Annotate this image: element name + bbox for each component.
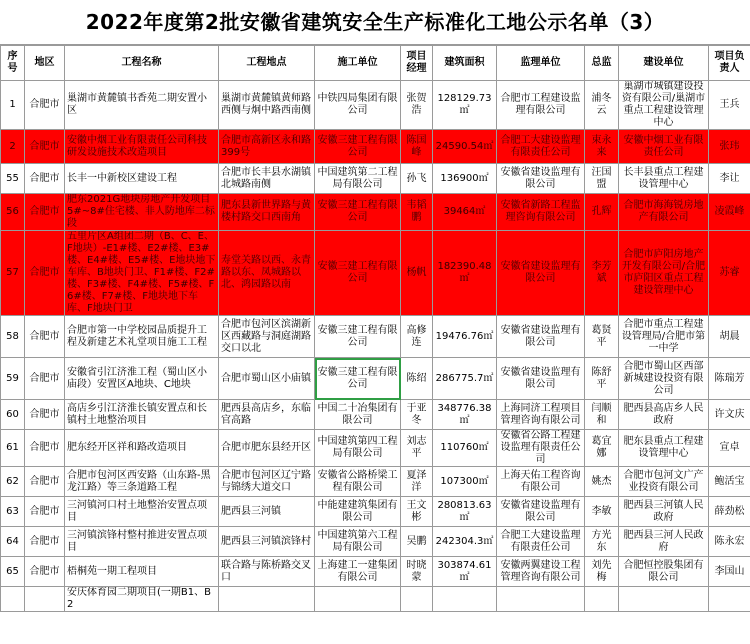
- cell-owner[interactable]: 合肥市包河文广产业投资有限公司: [619, 467, 709, 497]
- cell-contractor[interactable]: 中国二十冶集团有限公司: [315, 400, 401, 430]
- cell-supervisor[interactable]: 安徽省建设监理有限公司: [497, 316, 585, 358]
- cell-owner-lead[interactable]: [709, 587, 750, 612]
- table-row[interactable]: [1, 430, 750, 467]
- cell-region[interactable]: 合肥市: [25, 527, 65, 557]
- cell-region[interactable]: 合肥市: [25, 81, 65, 130]
- cell-area[interactable]: 182390.48㎡: [433, 231, 497, 316]
- cell-pm[interactable]: 时晓蒙: [401, 557, 433, 587]
- cell-region[interactable]: 合肥市: [25, 194, 65, 231]
- cell-supervisor[interactable]: [497, 587, 585, 612]
- cell-supervisor[interactable]: 合肥工大建设监理有限责任公司: [497, 527, 585, 557]
- cell-owner-lead[interactable]: 凌霞峰: [709, 194, 750, 231]
- cell-name[interactable]: 安徽省引江济淮工程（蜀山区小庙段）安置区A地块、C地块: [65, 358, 219, 400]
- cell-owner-lead[interactable]: 鲍活宝: [709, 467, 750, 497]
- cell-area[interactable]: 19476.76㎡: [433, 316, 497, 358]
- cell-owner[interactable]: 巢湖市城镇建设投资有限公司/巢湖市重点工程建设管理中心: [619, 81, 709, 130]
- cell-name[interactable]: 安徽中烟工业有限责任公司科技研发设施技术改造项目: [65, 130, 219, 164]
- cell-chief[interactable]: 葛宜娜: [585, 430, 619, 467]
- col-header-contractor: 施工单位: [315, 46, 401, 81]
- col-header-region: 地区: [25, 46, 65, 81]
- cell-area[interactable]: 136900㎡: [433, 164, 497, 194]
- cell-area[interactable]: 303874.61㎡: [433, 557, 497, 587]
- cell-area[interactable]: 348776.38㎡: [433, 400, 497, 430]
- cell-owner[interactable]: 安徽中烟工业有限责任公司: [619, 130, 709, 164]
- header-row: [1, 46, 750, 81]
- cell-location[interactable]: 合肥市包河区辽宁路与锦绣大道交口: [219, 467, 315, 497]
- cell-supervisor[interactable]: 合肥工大建设监理有限责任公司: [497, 130, 585, 164]
- cell-supervisor[interactable]: 安徽省公路工程建设监理有限责任公司: [497, 430, 585, 467]
- cell-owner[interactable]: [619, 587, 709, 612]
- cell-location[interactable]: [219, 587, 315, 612]
- cell-chief[interactable]: 浦冬云: [585, 81, 619, 130]
- cell-contractor[interactable]: 中国建筑第四工程局有限公司: [315, 430, 401, 467]
- cell-pm[interactable]: 高修连: [401, 316, 433, 358]
- cell-region[interactable]: 合肥市: [25, 164, 65, 194]
- cell-contractor[interactable]: 安徽三建工程有限公司: [315, 130, 401, 164]
- cell-area[interactable]: 110760㎡: [433, 430, 497, 467]
- cell-owner-lead[interactable]: 李让: [709, 164, 750, 194]
- cell-pm[interactable]: 夏泽洋: [401, 467, 433, 497]
- cell-location[interactable]: 合肥市长丰县水湖镇北城路南侧: [219, 164, 315, 194]
- cell-owner[interactable]: 合肥市蜀山区西部新城建设投资有限公司: [619, 358, 709, 400]
- cell-owner-lead[interactable]: 李国山: [709, 557, 750, 587]
- cell-pm[interactable]: 王文彬: [401, 497, 433, 527]
- cell-supervisor[interactable]: 安徽省建设监理有限公司: [497, 497, 585, 527]
- cell-region[interactable]: [25, 587, 65, 612]
- cell-contractor[interactable]: 中铁四局集团有限公司: [315, 81, 401, 130]
- col-header-no: 序号: [1, 46, 25, 81]
- cell-owner-lead[interactable]: 宣卓: [709, 430, 750, 467]
- cell-area[interactable]: 107300㎡: [433, 467, 497, 497]
- cell-owner-lead[interactable]: 陈永宏: [709, 527, 750, 557]
- cell-region[interactable]: 合肥市: [25, 497, 65, 527]
- cell-supervisor[interactable]: 安徽省建设监理有限公司: [497, 231, 585, 316]
- page-title: 2022年度第2批安徽省建筑安全生产标准化工地公示名单（3）: [0, 0, 750, 45]
- cell-region[interactable]: 合肥市: [25, 557, 65, 587]
- table-row[interactable]: [1, 527, 750, 557]
- cell-contractor[interactable]: 安徽省公路桥梁工程有限公司: [315, 467, 401, 497]
- cell-area[interactable]: 242304.3㎡: [433, 527, 497, 557]
- cell-contractor[interactable]: 安徽三建工程有限公司: [315, 316, 401, 358]
- cell-no[interactable]: 56: [1, 194, 25, 231]
- cell-region[interactable]: 合肥市: [25, 130, 65, 164]
- cell-owner[interactable]: 长丰县重点工程建设管理中心: [619, 164, 709, 194]
- cell-chief[interactable]: 闫顺和: [585, 400, 619, 430]
- cell-region[interactable]: 合肥市: [25, 430, 65, 467]
- cell-no[interactable]: 57: [1, 231, 25, 316]
- cell-name[interactable]: 长丰一中新校区建设工程: [65, 164, 219, 194]
- cell-chief[interactable]: 陈舒平: [585, 358, 619, 400]
- table-row[interactable]: [1, 400, 750, 430]
- cell-supervisor[interactable]: 安徽省新路工程监理咨询有限公司: [497, 194, 585, 231]
- cell-location[interactable]: 合肥市高新区永和路399号: [219, 130, 315, 164]
- cell-owner[interactable]: 肥西县高店乡人民政府: [619, 400, 709, 430]
- cell-no[interactable]: 2: [1, 130, 25, 164]
- cell-name[interactable]: 梧桐苑一期工程项目: [65, 557, 219, 587]
- cell-owner-lead[interactable]: 许文庆: [709, 400, 750, 430]
- cell-pm[interactable]: 韦韬鹏: [401, 194, 433, 231]
- table-row[interactable]: [1, 130, 750, 164]
- cell-owner[interactable]: 肥西县三河人民政府: [619, 527, 709, 557]
- cell-pm[interactable]: 杨帆: [401, 231, 433, 316]
- cell-owner[interactable]: 合肥恒控股集团有限公司: [619, 557, 709, 587]
- table-row[interactable]: [1, 467, 750, 497]
- cell-contractor[interactable]: 中国建筑第二工程局有限公司: [315, 164, 401, 194]
- cell-no[interactable]: 1: [1, 81, 25, 130]
- cell-contractor[interactable]: [315, 587, 401, 612]
- cell-no[interactable]: 61: [1, 430, 25, 467]
- cell-chief[interactable]: 李芳斌: [585, 231, 619, 316]
- table-row[interactable]: [1, 587, 750, 612]
- cell-chief[interactable]: 汪国盟: [585, 164, 619, 194]
- cell-location[interactable]: 合肥市蜀山区小庙镇: [219, 358, 315, 400]
- table-row[interactable]: [1, 164, 750, 194]
- cell-contractor[interactable]: 中能建建筑集团有限公司: [315, 497, 401, 527]
- cell-chief[interactable]: 刘先梅: [585, 557, 619, 587]
- cell-owner-lead[interactable]: 苏睿: [709, 231, 750, 316]
- cell-no[interactable]: 64: [1, 527, 25, 557]
- col-header-chief: 总监: [585, 46, 619, 81]
- cell-supervisor[interactable]: 上海同济工程项目管理咨询有限公司: [497, 400, 585, 430]
- cell-owner-lead[interactable]: 陈瑞芳: [709, 358, 750, 400]
- table-row[interactable]: [1, 358, 750, 400]
- col-header-name: 工程名称: [65, 46, 219, 81]
- cell-pm[interactable]: 吴鹏: [401, 527, 433, 557]
- cell-supervisor[interactable]: 安徽省建设监理有限公司: [497, 164, 585, 194]
- cell-no[interactable]: 58: [1, 316, 25, 358]
- table-row[interactable]: [1, 81, 750, 130]
- table-row[interactable]: [1, 231, 750, 316]
- cell-chief[interactable]: 姚杰: [585, 467, 619, 497]
- cell-supervisor[interactable]: 上海天佑工程咨询有限公司: [497, 467, 585, 497]
- cell-name[interactable]: 肥东2021G地块房地产开发项目5#~8#住宅楼、非人防地库二标段: [65, 194, 219, 231]
- cell-pm[interactable]: 张贺浩: [401, 81, 433, 130]
- cell-supervisor[interactable]: 安徽省建设监理有限公司: [497, 358, 585, 400]
- cell-area[interactable]: 24590.54㎡: [433, 130, 497, 164]
- table-row[interactable]: [1, 557, 750, 587]
- col-header-pm: 项目经理: [401, 46, 433, 81]
- cell-no[interactable]: 55: [1, 164, 25, 194]
- cell-name[interactable]: 合肥市第一中学校园品质提升工程及新建艺术礼堂项目施工工程: [65, 316, 219, 358]
- cell-pm[interactable]: 陈绍: [401, 358, 433, 400]
- cell-pm[interactable]: 于亚冬: [401, 400, 433, 430]
- col-header-location: 工程地点: [219, 46, 315, 81]
- cell-area[interactable]: 286775.7㎡: [433, 358, 497, 400]
- cell-owner-lead[interactable]: 张玮: [709, 130, 750, 164]
- cell-name[interactable]: 合肥市包河区西安路（山东路-黑龙江路）等三条道路工程: [65, 467, 219, 497]
- cell-supervisor[interactable]: 安徽两翼建设工程管理咨询有限公司: [497, 557, 585, 587]
- cell-supervisor[interactable]: 合肥市工程建设监理有限公司: [497, 81, 585, 130]
- cell-region[interactable]: 合肥市: [25, 316, 65, 358]
- col-header-area: 建筑面积: [433, 46, 497, 81]
- col-header-supervisor: 监理单位: [497, 46, 585, 81]
- cell-region[interactable]: 合肥市: [25, 358, 65, 400]
- cell-location[interactable]: 合肥市包河区滨湖新区西藏路与洞庭湖路交口以北: [219, 316, 315, 358]
- data-table: [0, 45, 750, 612]
- cell-chief[interactable]: 孔辉: [585, 194, 619, 231]
- cell-location[interactable]: 巢湖市黄麓镇黄师路西侧与炯中路西南侧: [219, 81, 315, 130]
- cell-area[interactable]: 39464㎡: [433, 194, 497, 231]
- cell-name[interactable]: 肥东经开区祥和路改造项目: [65, 430, 219, 467]
- cell-name[interactable]: 五里片区A组团二期（B、C、E、F地块）-E1#楼、E2#楼、E3#楼、E4#楼、E5#楼、E地块地下车库、B地块门卫、F1#楼、F2#楼、F3#楼、F4#楼、F5#楼、F6#楼、F7#楼、F地块地下车库、F地块门卫: [65, 231, 219, 316]
- col-header-owner: 建设单位: [619, 46, 709, 81]
- cell-no[interactable]: 62: [1, 467, 25, 497]
- table-container: [0, 45, 750, 612]
- cell-region[interactable]: 合肥市: [25, 231, 65, 316]
- col-header-owner-lead: 项目负责人: [709, 46, 750, 81]
- cell-contractor[interactable]: 中国建筑第六工程局有限公司: [315, 527, 401, 557]
- cell-owner[interactable]: 肥东县重点工程建设管理中心: [619, 430, 709, 467]
- cell-contractor[interactable]: 上海建工一建集团有限公司: [315, 557, 401, 587]
- cell-owner-lead[interactable]: 胡晨: [709, 316, 750, 358]
- cell-location[interactable]: 肥东县新世界路与黄楼村路交口西南角: [219, 194, 315, 231]
- cell-location[interactable]: 联合路与陈桥路交叉口: [219, 557, 315, 587]
- cell-pm[interactable]: 刘志平: [401, 430, 433, 467]
- table-row[interactable]: [1, 497, 750, 527]
- cell-location[interactable]: 寿堂关路以西、永青路以东、凤城路以北、鸿园路以南: [219, 231, 315, 316]
- cell-pm[interactable]: 孙飞: [401, 164, 433, 194]
- cell-contractor[interactable]: 安徽三建工程有限公司: [315, 358, 401, 400]
- cell-contractor[interactable]: 安徽三建工程有限公司: [315, 194, 401, 231]
- cell-no[interactable]: [1, 587, 25, 612]
- cell-name[interactable]: 安庆体育园二期项目(一期B1、B2: [65, 587, 219, 612]
- cell-chief[interactable]: [585, 587, 619, 612]
- cell-owner[interactable]: 合肥市庐阳房地产开发有限公司/合肥市庐阳区重点工程建设管理中心: [619, 231, 709, 316]
- cell-location[interactable]: 肥西县三河镇滨锋村: [219, 527, 315, 557]
- cell-pm[interactable]: [401, 587, 433, 612]
- cell-owner-lead[interactable]: 王兵: [709, 81, 750, 130]
- cell-region[interactable]: 合肥市: [25, 467, 65, 497]
- cell-contractor[interactable]: 安徽三建工程有限公司: [315, 231, 401, 316]
- cell-no[interactable]: 65: [1, 557, 25, 587]
- cell-no[interactable]: 59: [1, 358, 25, 400]
- cell-area[interactable]: [433, 587, 497, 612]
- table-row[interactable]: [1, 316, 750, 358]
- cell-location[interactable]: 合肥市肥东县经开区: [219, 430, 315, 467]
- cell-name[interactable]: 高店乡引江济淮长镇安置点和长镇村土地整治项目: [65, 400, 219, 430]
- cell-owner[interactable]: 肥西县三河镇人民政府: [619, 497, 709, 527]
- cell-owner[interactable]: 合肥市重点工程建设管理局/合肥市第一中学: [619, 316, 709, 358]
- table-row[interactable]: [1, 194, 750, 231]
- cell-chief[interactable]: 李敏: [585, 497, 619, 527]
- cell-location[interactable]: 肥西县三河镇: [219, 497, 315, 527]
- cell-chief[interactable]: 方光东: [585, 527, 619, 557]
- cell-owner[interactable]: 合肥市海海锐房地产有限公司: [619, 194, 709, 231]
- cell-name[interactable]: 三河镇河口村土地整治安置点项目: [65, 497, 219, 527]
- cell-location[interactable]: 肥西县高店乡，东临官高路: [219, 400, 315, 430]
- cell-chief[interactable]: 束永来: [585, 130, 619, 164]
- cell-owner-lead[interactable]: 薛劲松: [709, 497, 750, 527]
- cell-no[interactable]: 63: [1, 497, 25, 527]
- cell-name[interactable]: 巢湖市黄麓镇书香苑二期安置小区: [65, 81, 219, 130]
- cell-pm[interactable]: 陈国峰: [401, 130, 433, 164]
- cell-chief[interactable]: 葛贤平: [585, 316, 619, 358]
- cell-name[interactable]: 三河镇滨锋村整村推进安置点项目: [65, 527, 219, 557]
- cell-area[interactable]: 128129.73㎡: [433, 81, 497, 130]
- cell-region[interactable]: 合肥市: [25, 400, 65, 430]
- cell-area[interactable]: 280813.63㎡: [433, 497, 497, 527]
- cell-no[interactable]: 60: [1, 400, 25, 430]
